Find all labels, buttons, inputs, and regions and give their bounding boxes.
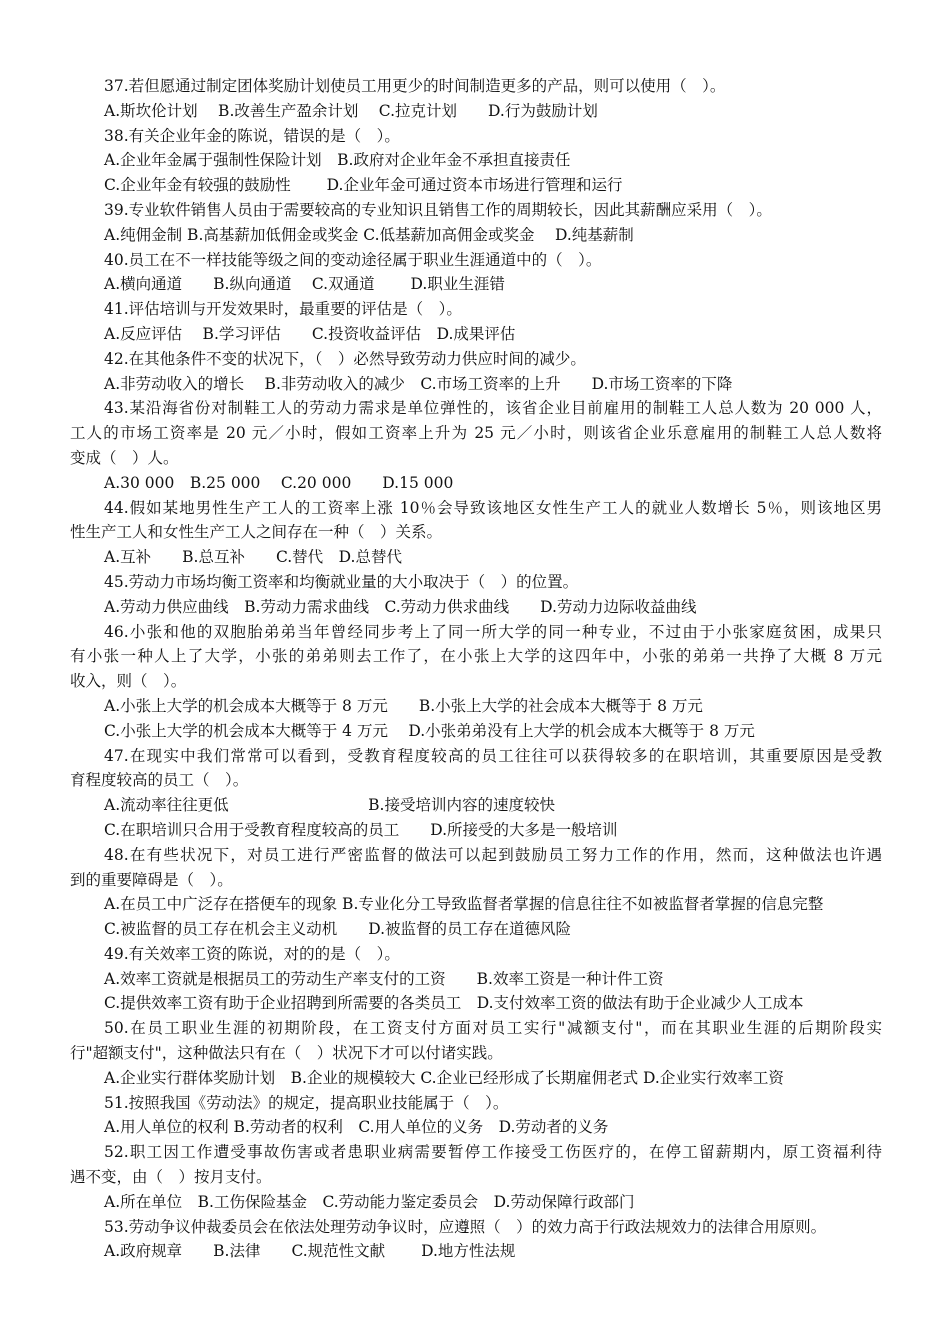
answer-options-line: A.流动率往往更低 B.接受培训内容的速度较快 [104,796,555,815]
answer-options-line: C.在职培训只合用于受教育程度较高的员工 D.所接受的大多是一般培训 [104,820,618,839]
answer-options-line: C.被监督的员工存在机会主义动机 D.被监督的员工存在道德风险 [104,920,572,939]
question-stem-line: 52.职工因工作遭受事故伤害或者患职业病需要暂停工作接受工伤医疗的，在停工留薪期内，原工资福利待 [104,1143,882,1162]
question-continuation-line: 工人的市场工资率是 20 元／小时，假如工资率上升为 25 元／小时，则该省企业乐意雇用的制鞋工人总人数将 [70,424,882,443]
answer-options-line: A.互补 B.总互补 C.替代 D.总替代 [104,548,402,567]
answer-options-line: A.30 000 B.25 000 C.20 000 D.15 000 [104,473,454,492]
question-stem-line: 47.在现实中我们常常可以看到，受教育程度较高的员工往往可以获得较多的在职培训，其重要原因是受教 [104,746,882,765]
question-stem-line: 37.若但愿通过制定团体奖励计划使员工用更少的时间制造更多的产品，则可以使用（ ）。 [104,77,726,95]
answer-options-line: C.提供效率工资有助于企业招聘到所需要的各类员工 D.支付效率工资的做法有助于企业减少人工成本 [104,994,804,1013]
answer-options-line: C.小张上大学的机会成本大概等于 4 万元 D.小张弟弟没有上大学的机会成本大概等于 8 万元 [104,721,755,740]
answer-options-line: C.企业年金有较强的鼓励性 D.企业年金可通过资本市场进行管理和运行 [104,176,623,195]
question-stem-line: 43.某沿海省份对制鞋工人的劳动力需求是单位弹性的，该省企业目前雇用的制鞋工人总人数为 20 000 人， [104,399,882,418]
question-continuation-line: 遇不变，由（ ）按月支付。 [70,1168,272,1187]
answer-options-line: A.在员工中广泛存在搭便车的现象 B.专业化分工导致监督者掌握的信息往往不如被监督者掌握的信息完整 [104,895,824,914]
answer-options-line: A.用人单位的权利 B.劳动者的权利 C.用人单位的义务 D.劳动者的义务 [104,1118,609,1137]
question-stem-line: 39.专业软件销售人员由于需要较高的专业知识且销售工作的周期较长，因此其薪酬应采用（ ）。 [104,200,772,219]
answer-options-line: A.纯佣金制 B.高基薪加低佣金或奖金 C.低基薪加高佣金或奖金 D.纯基薪制 [104,225,634,244]
answer-options-line: A.劳动力供应曲线 B.劳动力需求曲线 C.劳动力供求曲线 D.劳动力边际收益曲线 [104,597,697,616]
question-stem-line: 45.劳动力市场均衡工资率和均衡就业量的大小取决于（ ）的位置。 [104,572,579,591]
exam-question-list [70,74,882,1264]
answer-options-line: A.政府规章 B.法律 C.规范性文献 D.地方性法规 [104,1242,516,1261]
answer-options-line: A.企业实行群体奖励计划 B.企业的规模较大 C.企业已经形成了长期雇佣老式 D.企业实行效率工资 [104,1068,784,1087]
answer-options-line: A.企业年金属于强制性保险计划 B.政府对企业年金不承担直接责任 [104,151,571,170]
question-stem-line: 38.有关企业年金的陈说，错误的是（ ）。 [104,126,400,145]
question-stem-line: 44.假如某地男性生产工人的工资率上涨 10％会导致该地区女性生产工人的就业人数增长 5％，则该地区男 [104,498,882,517]
question-stem-line: 49.有关效率工资的陈说，对的的是（ ）。 [104,944,400,963]
question-continuation-line: 收入，则（ ）。 [70,672,187,691]
question-stem-line: 48.在有些状况下，对员工进行严密监督的做法可以起到鼓励员工努力工作的作用，然而，这种做法也许遇 [104,845,882,864]
question-stem-line: 50.在员工职业生涯的初期阶段，在工资支付方面对员工实行"减额支付"，而在其职业生涯的后期阶段实 [104,1019,882,1038]
answer-options-line: A.非劳动收入的增长 B.非劳动收入的减少 C.市场工资率的上升 D.市场工资率的下降 [104,374,733,393]
answer-options-line: A.效率工资就是根据员工的劳动生产率支付的工资 B.效率工资是一种计件工资 [104,969,664,988]
answer-options-line: A.小张上大学的机会成本大概等于 8 万元 B.小张上大学的社会成本大概等于 8 万元 [104,696,703,715]
question-continuation-line: 有小张一种人上了大学，小张的弟弟则去工作了，在小张上大学的这四年中，小张的弟弟一共挣了大概 8 万元 [70,647,882,666]
answer-options-line: A.反应评估 B.学习评估 C.投资收益评估 D.成果评估 [104,324,516,343]
answer-options-line: A.横向通道 B.纵向通道 C.双通道 D.职业生涯错 [104,275,505,294]
question-continuation-line: 育程度较高的员工（ ）。 [70,771,249,790]
question-stem-line: 53.劳动争议仲裁委员会在依法处理劳动争议时，应遵照（ ）的效力高于行政法规效力的法律合用原则。 [104,1217,827,1236]
question-continuation-line: 行"超额支付"，这种做法只有在（ ）状况下才可以付诸实践。 [70,1044,503,1063]
answer-options-line: A.斯坎伦计划 B.改善生产盈余计划 C.拉克计划 D.行为鼓励计划 [104,101,598,120]
answer-options-line: A.所在单位 B.工伤保险基金 C.劳动能力鉴定委员会 D.劳动保障行政部门 [104,1192,635,1211]
question-continuation-line: 到的重要障碍是（ ）。 [70,870,233,889]
question-continuation-line: 性生产工人和女性生产工人之间存在一种（ ）关系。 [70,523,443,542]
question-continuation-line: 变成（ ）人。 [70,448,179,467]
question-stem-line: 41.评估培训与开发效果时，最重要的评估是（ ）。 [104,300,462,319]
question-stem-line: 40.员工在不一样技能等级之间的变动途径属于职业生涯通道中的（ ）。 [104,250,602,269]
question-stem-line: 42.在其他条件不变的状况下，（ ）必然导致劳动力供应时间的减少。 [104,349,586,368]
question-stem-line: 46.小张和他的双胞胎弟弟当年曾经同步考上了同一所大学的同一种专业，不过由于小张家庭贫困，成果只 [104,622,882,641]
question-stem-line: 51.按照我国《劳动法》的规定，提高职业技能属于（ ）。 [104,1093,509,1112]
